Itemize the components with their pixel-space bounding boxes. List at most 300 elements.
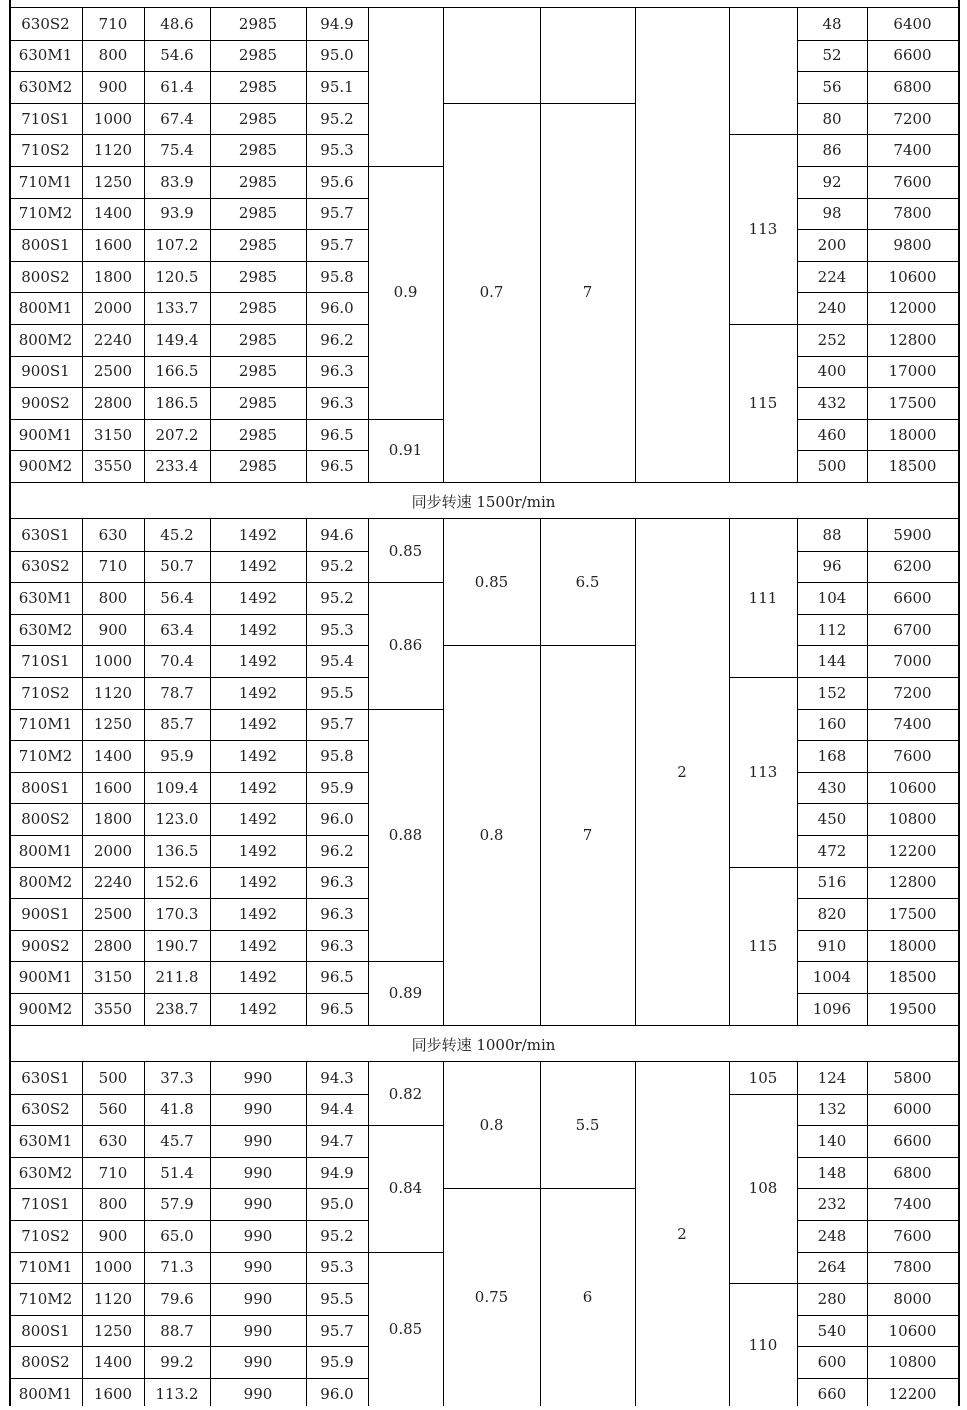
current-cell: 85.7 <box>160 715 194 734</box>
speed-cell: 990 <box>243 1131 273 1150</box>
merged-c10-cell: 108 <box>748 1179 778 1198</box>
efficiency-cell: 96.0 <box>320 299 354 318</box>
weight-cell: 400 <box>817 362 847 381</box>
weight-cell: 224 <box>817 267 847 286</box>
weight-cell: 430 <box>817 778 847 797</box>
model-cell: 630M2 <box>18 77 73 96</box>
power-cell: 630 <box>98 525 128 544</box>
inertia-cell: 7600 <box>893 1226 932 1245</box>
power-cell: 1800 <box>93 810 133 829</box>
efficiency-cell: 95.2 <box>320 588 354 607</box>
inertia-cell: 7400 <box>893 141 932 160</box>
model-cell: 710S1 <box>21 109 70 128</box>
weight-cell: 140 <box>817 1131 847 1150</box>
power-cell: 1400 <box>93 1353 133 1372</box>
current-cell: 93.9 <box>160 204 194 223</box>
current-cell: 133.7 <box>155 299 199 318</box>
model-cell: 800M1 <box>18 841 73 860</box>
weight-cell: 516 <box>817 873 847 892</box>
efficiency-cell: 95.7 <box>320 715 354 734</box>
weight-cell: 1004 <box>812 968 852 987</box>
merge-divider <box>729 134 797 135</box>
current-cell: 75.4 <box>160 141 194 160</box>
merged-pf-cell: 0.85 <box>388 541 423 560</box>
model-cell: 630S1 <box>21 1068 70 1087</box>
speed-cell: 990 <box>243 1353 273 1372</box>
weight-cell: 148 <box>817 1163 847 1182</box>
current-cell: 65.0 <box>160 1226 194 1245</box>
speed-cell: 1492 <box>238 746 278 765</box>
power-cell: 710 <box>98 14 128 33</box>
weight-cell: 252 <box>817 330 847 349</box>
inertia-cell: 7400 <box>893 715 932 734</box>
speed-cell: 990 <box>243 1258 273 1277</box>
merged-pf-cell: 0.88 <box>388 825 423 844</box>
current-cell: 113.2 <box>155 1384 199 1403</box>
power-cell: 630 <box>98 1131 128 1150</box>
current-cell: 83.9 <box>160 172 194 191</box>
model-cell: 630S2 <box>21 14 70 33</box>
weight-cell: 820 <box>817 904 847 923</box>
power-cell: 1120 <box>93 683 133 702</box>
inertia-cell: 10600 <box>888 267 937 286</box>
speed-cell: 1492 <box>238 525 278 544</box>
speed-cell: 990 <box>243 1226 273 1245</box>
model-cell: 900M1 <box>18 425 73 444</box>
weight-cell: 80 <box>822 109 842 128</box>
inertia-cell: 10600 <box>888 1321 937 1340</box>
current-cell: 107.2 <box>155 235 199 254</box>
efficiency-cell: 95.3 <box>320 1258 354 1277</box>
weight-cell: 472 <box>817 841 847 860</box>
efficiency-cell: 95.4 <box>320 652 354 671</box>
current-cell: 88.7 <box>160 1321 194 1340</box>
efficiency-cell: 94.9 <box>320 14 354 33</box>
merged-pf-cell: 0.85 <box>388 1319 423 1338</box>
weight-cell: 48 <box>822 14 842 33</box>
inertia-cell: 18000 <box>888 936 937 955</box>
efficiency-cell: 96.2 <box>320 841 354 860</box>
model-cell: 800S1 <box>21 1321 70 1340</box>
speed-cell: 1492 <box>238 588 278 607</box>
weight-cell: 240 <box>817 299 847 318</box>
weight-cell: 248 <box>817 1226 847 1245</box>
weight-cell: 132 <box>817 1100 847 1119</box>
weight-cell: 200 <box>817 235 847 254</box>
model-cell: 900S2 <box>21 393 70 412</box>
power-cell: 900 <box>98 77 128 96</box>
efficiency-cell: 94.9 <box>320 1163 354 1182</box>
model-cell: 800M1 <box>18 1384 73 1403</box>
merged-c7-cell: 0.7 <box>479 283 504 302</box>
merged-c10-cell: 105 <box>748 1068 778 1087</box>
efficiency-cell: 95.7 <box>320 204 354 223</box>
speed-cell: 1492 <box>238 968 278 987</box>
weight-cell: 112 <box>817 620 847 639</box>
weight-cell: 500 <box>817 457 847 476</box>
model-cell: 800S2 <box>21 810 70 829</box>
current-cell: 37.3 <box>160 1068 194 1087</box>
speed-cell: 2985 <box>238 393 278 412</box>
power-cell: 1250 <box>93 172 133 191</box>
merge-divider <box>729 867 797 868</box>
efficiency-cell: 96.3 <box>320 362 354 381</box>
current-cell: 79.6 <box>160 1289 194 1308</box>
efficiency-cell: 95.8 <box>320 267 354 286</box>
current-cell: 56.4 <box>160 588 194 607</box>
model-cell: 710S1 <box>21 1195 70 1214</box>
power-cell: 1400 <box>93 204 133 223</box>
power-cell: 3150 <box>93 968 133 987</box>
efficiency-cell: 94.4 <box>320 1100 354 1119</box>
efficiency-cell: 96.3 <box>320 904 354 923</box>
weight-cell: 600 <box>817 1353 847 1372</box>
power-cell: 1800 <box>93 267 133 286</box>
weight-cell: 98 <box>822 204 842 223</box>
merged-c8-cell: 7 <box>582 283 593 302</box>
efficiency-cell: 94.3 <box>320 1068 354 1087</box>
weight-cell: 910 <box>817 936 847 955</box>
merge-divider <box>443 103 540 104</box>
merged-c8-cell: 5.5 <box>575 1116 600 1135</box>
power-cell: 2000 <box>93 841 133 860</box>
power-cell: 800 <box>98 1195 128 1214</box>
model-cell: 630S2 <box>21 557 70 576</box>
weight-cell: 450 <box>817 810 847 829</box>
efficiency-cell: 95.3 <box>320 620 354 639</box>
inertia-cell: 7200 <box>893 683 932 702</box>
weight-cell: 104 <box>817 588 847 607</box>
weight-cell: 124 <box>817 1068 847 1087</box>
speed-cell: 2985 <box>238 204 278 223</box>
model-cell: 630M2 <box>18 1163 73 1182</box>
efficiency-cell: 95.5 <box>320 1289 354 1308</box>
speed-cell: 2985 <box>238 46 278 65</box>
speed-cell: 2985 <box>238 141 278 160</box>
weight-cell: 264 <box>817 1258 847 1277</box>
current-cell: 149.4 <box>155 330 199 349</box>
current-cell: 233.4 <box>155 457 199 476</box>
speed-cell: 990 <box>243 1195 273 1214</box>
inertia-cell: 6000 <box>893 1100 932 1119</box>
weight-cell: 52 <box>822 46 842 65</box>
model-cell: 800S2 <box>21 267 70 286</box>
model-cell: 710M1 <box>18 1258 73 1277</box>
inertia-cell: 10800 <box>888 810 937 829</box>
model-cell: 710M1 <box>18 172 73 191</box>
power-cell: 2500 <box>93 362 133 381</box>
section-title: 同步转速 1000r/min <box>411 1035 556 1054</box>
current-cell: 61.4 <box>160 77 194 96</box>
power-cell: 1600 <box>93 235 133 254</box>
efficiency-cell: 96.3 <box>320 873 354 892</box>
inertia-cell: 12800 <box>888 330 937 349</box>
speed-cell: 1492 <box>238 999 278 1018</box>
merge-divider <box>368 166 443 167</box>
weight-cell: 56 <box>822 77 842 96</box>
merged-c7-cell: 0.75 <box>474 1288 509 1307</box>
inertia-cell: 10800 <box>888 1353 937 1372</box>
efficiency-cell: 96.5 <box>320 425 354 444</box>
power-cell: 1000 <box>93 652 133 671</box>
power-cell: 800 <box>98 588 128 607</box>
current-cell: 45.2 <box>160 525 194 544</box>
merge-divider <box>540 645 635 646</box>
merged-c9-cell: 2 <box>677 762 687 781</box>
merge-divider <box>729 1094 797 1095</box>
model-cell: 800M2 <box>18 873 73 892</box>
weight-cell: 232 <box>817 1195 847 1214</box>
efficiency-cell: 95.8 <box>320 746 354 765</box>
inertia-cell: 12200 <box>888 841 937 860</box>
speed-cell: 1492 <box>238 778 278 797</box>
model-cell: 800S2 <box>21 1353 70 1372</box>
inertia-cell: 19500 <box>888 999 937 1018</box>
inertia-cell: 6600 <box>893 46 932 65</box>
power-cell: 2000 <box>93 299 133 318</box>
current-cell: 57.9 <box>160 1195 194 1214</box>
weight-cell: 168 <box>817 746 847 765</box>
speed-cell: 2985 <box>238 362 278 381</box>
power-cell: 3150 <box>93 425 133 444</box>
efficiency-cell: 96.0 <box>320 810 354 829</box>
efficiency-cell: 96.3 <box>320 393 354 412</box>
power-cell: 1120 <box>93 1289 133 1308</box>
current-cell: 166.5 <box>155 362 199 381</box>
weight-cell: 432 <box>817 393 847 412</box>
current-cell: 71.3 <box>160 1258 194 1277</box>
merge-divider <box>443 645 540 646</box>
efficiency-cell: 96.3 <box>320 936 354 955</box>
current-cell: 41.8 <box>160 1100 194 1119</box>
inertia-cell: 18500 <box>888 457 937 476</box>
speed-cell: 2985 <box>238 457 278 476</box>
inertia-cell: 17500 <box>888 904 937 923</box>
merged-pf-cell: 0.86 <box>388 636 423 655</box>
speed-cell: 990 <box>243 1321 273 1340</box>
power-cell: 1000 <box>93 1258 133 1277</box>
efficiency-cell: 96.5 <box>320 968 354 987</box>
merge-divider <box>729 677 797 678</box>
current-cell: 211.8 <box>155 968 199 987</box>
weight-cell: 92 <box>822 172 842 191</box>
speed-cell: 2985 <box>238 109 278 128</box>
speed-cell: 1492 <box>238 904 278 923</box>
weight-cell: 280 <box>817 1289 847 1308</box>
merged-c10-cell: 110 <box>748 1335 778 1354</box>
inertia-cell: 10600 <box>888 778 937 797</box>
weight-cell: 460 <box>817 425 847 444</box>
model-cell: 710S2 <box>21 683 70 702</box>
merged-pf-cell: 0.9 <box>393 283 418 302</box>
merged-c10-cell: 115 <box>748 936 778 955</box>
speed-cell: 1492 <box>238 936 278 955</box>
speed-cell: 2985 <box>238 235 278 254</box>
merge-divider <box>368 582 443 583</box>
current-cell: 123.0 <box>155 810 199 829</box>
inertia-cell: 12200 <box>888 1384 937 1403</box>
model-cell: 710M2 <box>18 1289 73 1308</box>
power-cell: 1120 <box>93 141 133 160</box>
model-cell: 710S2 <box>21 141 70 160</box>
current-cell: 78.7 <box>160 683 194 702</box>
speed-cell: 2985 <box>238 172 278 191</box>
current-cell: 50.7 <box>160 557 194 576</box>
power-cell: 710 <box>98 557 128 576</box>
inertia-cell: 8000 <box>893 1289 932 1308</box>
inertia-cell: 6200 <box>893 557 932 576</box>
merged-c10-cell: 113 <box>748 220 778 239</box>
current-cell: 54.6 <box>160 46 194 65</box>
inertia-cell: 12000 <box>888 299 937 318</box>
current-cell: 186.5 <box>155 393 199 412</box>
merged-pf-cell: 0.84 <box>388 1179 423 1198</box>
current-cell: 120.5 <box>155 267 199 286</box>
inertia-cell: 7200 <box>893 109 932 128</box>
model-cell: 630M2 <box>18 620 73 639</box>
inertia-cell: 9800 <box>893 235 932 254</box>
efficiency-cell: 95.5 <box>320 683 354 702</box>
weight-cell: 540 <box>817 1321 847 1340</box>
model-cell: 900S1 <box>21 362 70 381</box>
merge-divider <box>729 324 797 325</box>
model-cell: 900M2 <box>18 457 73 476</box>
model-cell: 900M2 <box>18 999 73 1018</box>
weight-cell: 160 <box>817 715 847 734</box>
speed-cell: 1492 <box>238 810 278 829</box>
power-cell: 2500 <box>93 904 133 923</box>
model-cell: 630M1 <box>18 46 73 65</box>
speed-cell: 2985 <box>238 14 278 33</box>
merge-divider <box>368 709 443 710</box>
current-cell: 95.9 <box>160 746 194 765</box>
speed-cell: 2985 <box>238 330 278 349</box>
speed-cell: 990 <box>243 1384 273 1403</box>
current-cell: 48.6 <box>160 14 194 33</box>
inertia-cell: 7800 <box>893 204 932 223</box>
inertia-cell: 17500 <box>888 393 937 412</box>
power-cell: 2800 <box>93 393 133 412</box>
model-cell: 710M2 <box>18 204 73 223</box>
inertia-cell: 17000 <box>888 362 937 381</box>
speed-cell: 1492 <box>238 557 278 576</box>
model-cell: 900S2 <box>21 936 70 955</box>
model-cell: 710S2 <box>21 1226 70 1245</box>
current-cell: 136.5 <box>155 841 199 860</box>
current-cell: 190.7 <box>155 936 199 955</box>
efficiency-cell: 95.1 <box>320 77 354 96</box>
speed-cell: 1492 <box>238 652 278 671</box>
model-cell: 710M1 <box>18 715 73 734</box>
merge-divider <box>729 1283 797 1284</box>
efficiency-cell: 94.7 <box>320 1131 354 1150</box>
merged-pf-cell: 0.91 <box>388 441 423 460</box>
current-cell: 70.4 <box>160 652 194 671</box>
efficiency-cell: 95.0 <box>320 1195 354 1214</box>
inertia-cell: 18500 <box>888 968 937 987</box>
model-cell: 710S1 <box>21 652 70 671</box>
model-cell: 630S1 <box>21 525 70 544</box>
power-cell: 800 <box>98 46 128 65</box>
speed-cell: 1492 <box>238 873 278 892</box>
inertia-cell: 5800 <box>893 1068 932 1087</box>
inertia-cell: 5900 <box>893 525 932 544</box>
speed-cell: 990 <box>243 1100 273 1119</box>
current-cell: 63.4 <box>160 620 194 639</box>
merged-c7-cell: 0.8 <box>479 825 504 844</box>
speed-cell: 1492 <box>238 683 278 702</box>
merged-c7-cell: 0.85 <box>474 573 509 592</box>
power-cell: 3550 <box>93 457 133 476</box>
merge-divider <box>368 961 443 962</box>
inertia-cell: 7600 <box>893 172 932 191</box>
efficiency-cell: 95.2 <box>320 1226 354 1245</box>
speed-cell: 2985 <box>238 77 278 96</box>
merge-divider <box>540 103 635 104</box>
merged-c8-cell: 6.5 <box>575 573 600 592</box>
inertia-cell: 7800 <box>893 1258 932 1277</box>
power-cell: 3550 <box>93 999 133 1018</box>
current-cell: 170.3 <box>155 904 199 923</box>
merge-divider <box>368 1252 443 1253</box>
efficiency-cell: 95.0 <box>320 46 354 65</box>
model-cell: 800M2 <box>18 330 73 349</box>
model-cell: 800S1 <box>21 235 70 254</box>
inertia-cell: 12800 <box>888 873 937 892</box>
current-cell: 45.7 <box>160 1131 194 1150</box>
inertia-cell: 6700 <box>893 620 932 639</box>
inertia-cell: 7000 <box>893 652 932 671</box>
efficiency-cell: 95.9 <box>320 1353 354 1372</box>
model-cell: 710M2 <box>18 746 73 765</box>
speed-cell: 1492 <box>238 620 278 639</box>
efficiency-cell: 96.2 <box>320 330 354 349</box>
model-cell: 900M1 <box>18 968 73 987</box>
inertia-cell: 6400 <box>893 14 932 33</box>
efficiency-cell: 96.5 <box>320 457 354 476</box>
efficiency-cell: 96.0 <box>320 1384 354 1403</box>
efficiency-cell: 95.2 <box>320 109 354 128</box>
current-cell: 67.4 <box>160 109 194 128</box>
merged-c9-cell: 2 <box>677 1225 687 1243</box>
inertia-cell: 6600 <box>893 588 932 607</box>
efficiency-cell: 95.9 <box>320 778 354 797</box>
merge-divider <box>540 1188 635 1189</box>
efficiency-cell: 96.5 <box>320 999 354 1018</box>
weight-cell: 96 <box>822 557 842 576</box>
merge-divider <box>368 1125 443 1126</box>
speed-cell: 990 <box>243 1289 273 1308</box>
power-cell: 1400 <box>93 746 133 765</box>
power-cell: 2240 <box>93 330 133 349</box>
power-cell: 500 <box>98 1068 128 1087</box>
speed-cell: 990 <box>243 1163 273 1182</box>
model-cell: 630M1 <box>18 1131 73 1150</box>
speed-cell: 2985 <box>238 267 278 286</box>
efficiency-cell: 95.3 <box>320 141 354 160</box>
current-cell: 207.2 <box>155 425 199 444</box>
power-cell: 900 <box>98 620 128 639</box>
merged-c10-cell: 111 <box>748 589 778 607</box>
current-cell: 99.2 <box>160 1353 194 1372</box>
model-cell: 630S2 <box>21 1100 70 1119</box>
power-cell: 900 <box>98 1226 128 1245</box>
power-cell: 1250 <box>93 715 133 734</box>
model-cell: 800M1 <box>18 299 73 318</box>
weight-cell: 144 <box>817 652 847 671</box>
current-cell: 238.7 <box>155 999 199 1018</box>
inertia-cell: 6800 <box>893 77 932 96</box>
